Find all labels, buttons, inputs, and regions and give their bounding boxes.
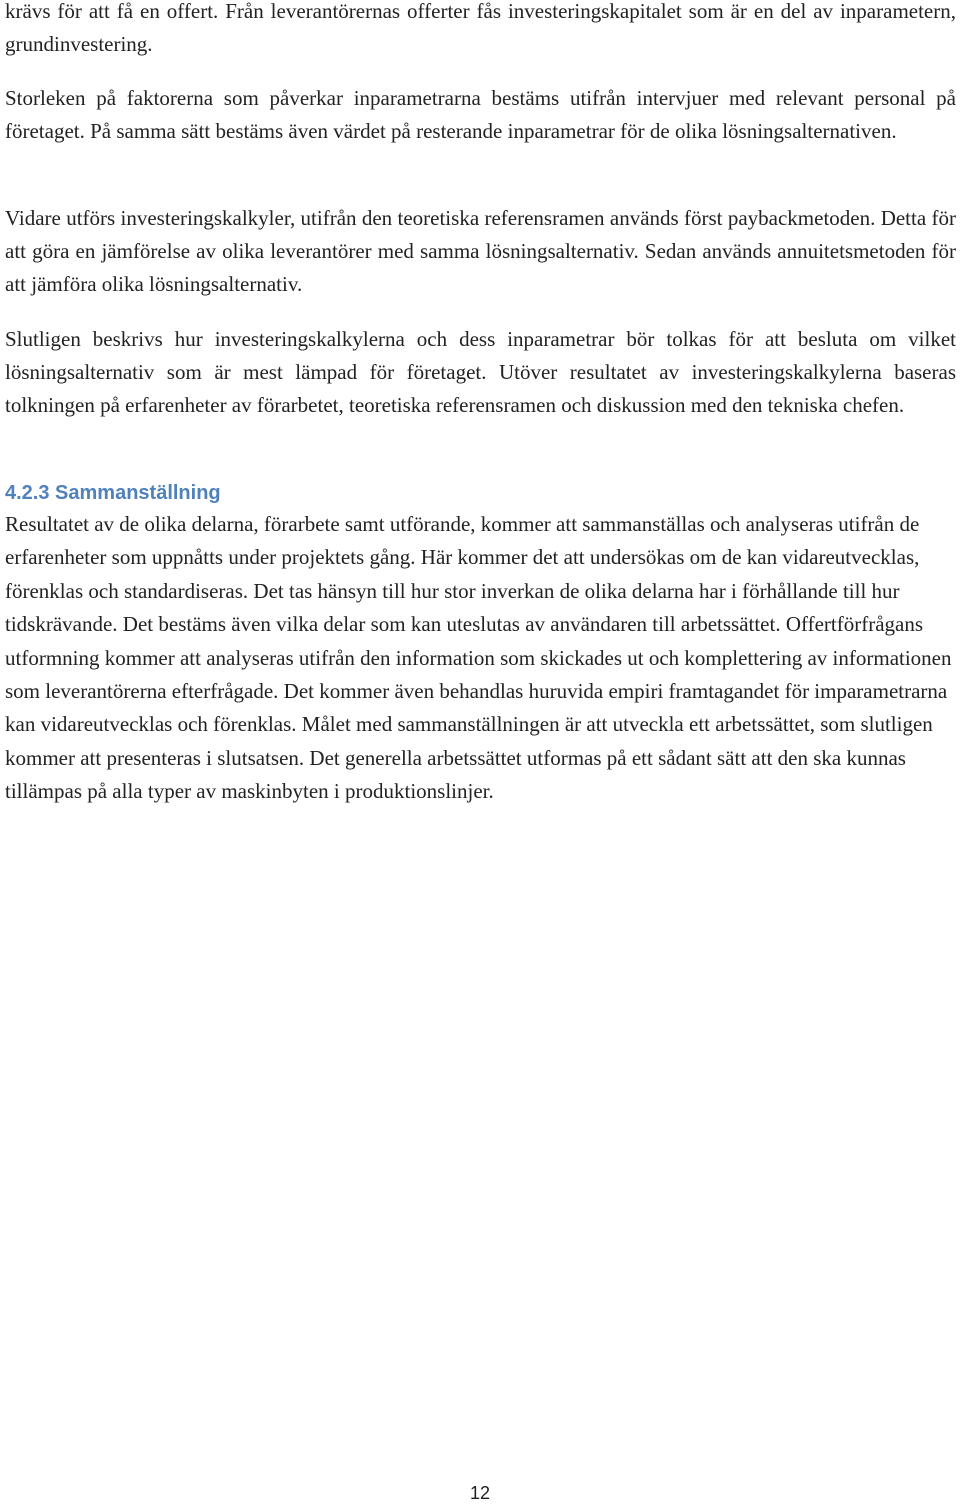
paragraph-investeringskalkyler: Vidare utförs investeringskalkyler, utifrån den teoretiska referensramen används först paybackmetoden. Detta för att göra en jämförelse av olika leverantörer med samma lösningsalternativ. Sedan används annuitetsmetoden för att jämföra olika lösningsalternativ. [5,206,956,296]
paragraph-sammanstallning: Resultatet av de olika delarna, förarbete samt utförande, kommer att sammanställas och analyseras utifrån de erfarenheter som uppnåtts under projektets gång. Här kommer det att undersökas om de kan vidareutvecklas, förenklas och standardiseras. Det tas hänsyn till hur stor inverkan de olika delarna har i förhållande till hur tidskrävande. Det bestäms även vilka delar som kan uteslutas av användaren till arbetssättet. Offertförfrågans utformning kommer att analyseras utifrån den information som skickades ut och komplettering av informationen som leverantörerna efterfrågade. Det kommer även behandlas huruvida empiri framtagandet för imparametrarna kan vidareutvecklas och förenklas. Målet med sammanställningen är att utveckla ett arbetssättet, som slutligen kommer att presenteras i slutsatsen. Det generella arbetssättet utformas på ett sådant sätt att den ska kunnas tillämpas på alla typer av maskinbyten i produktionslinjer. [5,512,952,804]
paragraph-faktorer: Storleken på faktorerna som påverkar inparametrarna bestäms utifrån intervjuer med relevant personal på företaget. På samma sätt bestäms även värdet på resterande inparametrar för de olika lösningsalternativen. [5,86,956,143]
paragraph-offert: krävs för att få en offert. Från leverantörernas offerter fås investeringskapitalet som är en del av inparametern, grundinvestering. [5,0,956,56]
page-number: 12 [469,1483,491,1503]
section-heading: 4.2.3 Sammanställning [5,482,221,504]
paragraph-slutligen: Slutligen beskrivs hur investeringskalkylerna och dess inparametrar bör tolkas för att besluta om vilket lösningsalternativ som är mest lämpad för företaget. Utöver resultatet av investeringskalkylerna baseras tolkningen på erfarenheter av förarbetet, teoretiska referensramen och diskussion med den tekniska chefen. [5,327,956,417]
